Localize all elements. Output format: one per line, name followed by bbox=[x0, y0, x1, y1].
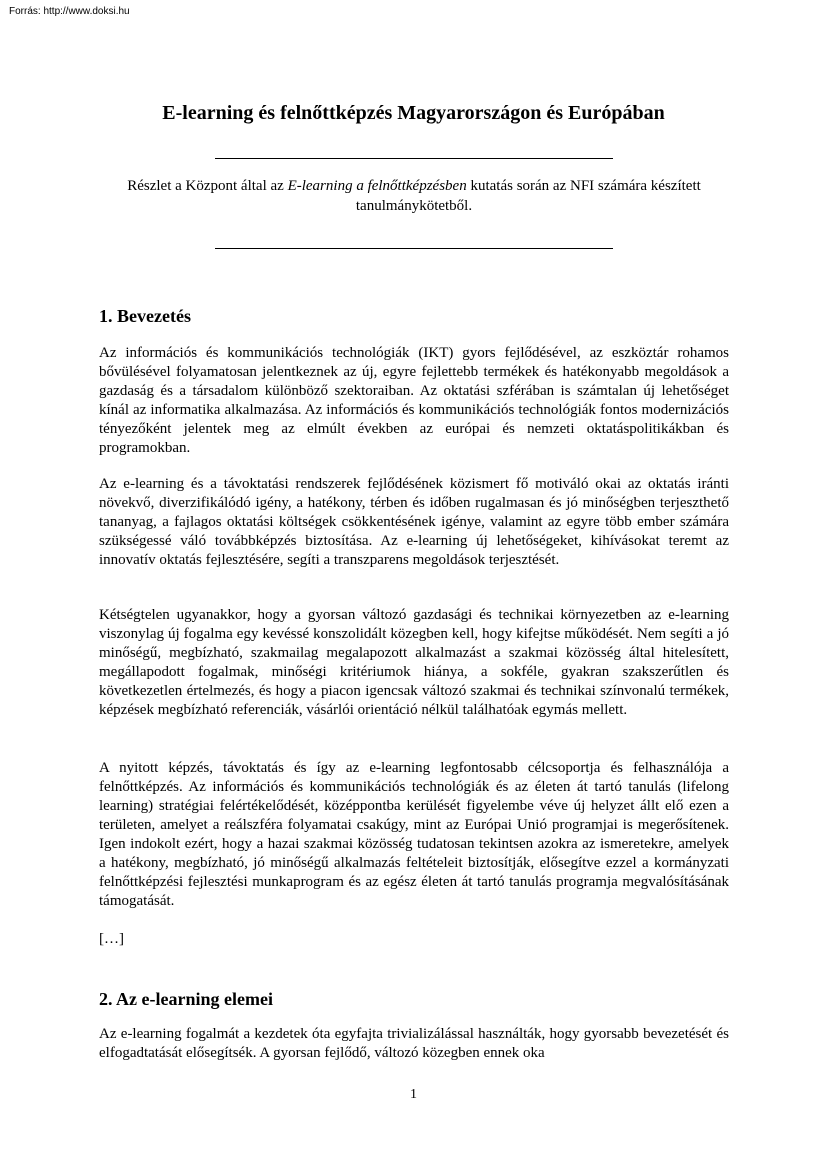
document-title: E-learning és felnőttképzés Magyarországon és Európában bbox=[162, 102, 665, 124]
section-1-ellipsis: […] bbox=[99, 931, 124, 947]
section-2-paragraph-1: Az e-learning fogalmát a kezdetek óta egyfajta trivializálással használták, hogy gyorsabb bevezetését és elfogadtatását elősegítsék. A gyorsan fejlődő, változó közegben ennek oka bbox=[99, 1026, 729, 1061]
subtitle-prefix: Részlet a Központ által az bbox=[127, 178, 288, 194]
section-1-paragraph-4: A nyitott képzés, távoktatás és így az e-learning legfontosabb célcsoportja és felhasználója a felnőttképzés. Az információs és kommunikációs technológiák és az életen át tartó tanulás (lifelong learning) stratégiai felértékelődését, középpontba kerülését figyelembe véve új helyzet állt elő ezen a területen, amelyet a reálszféra folyamatai csakúgy, mint az Európai Unió programjai is megerősítenek. Igen indokolt ezért, hogy a hazai szakmai közösség tudatosan tekintsen azokra az ismeretekre, amelyek a hatékony, megbízható, jó minőségű alkalmazás feltételeit biztosítják, elősegítve ezzel a kormányzati felnőttképzési fejlesztési munkaprogram és az egész életen át tartó tanulás programja megvalósításának támogatását. bbox=[99, 760, 729, 909]
title-divider-bottom bbox=[215, 248, 613, 249]
source-label: Forrás: http://www.doksi.hu bbox=[9, 6, 130, 17]
section-1-paragraph-2: Az e-learning és a távoktatási rendszerek fejlődésének közismert fő motiváló okai az oktatás iránti növekvő, diverzifikálódó igény, a hatékony, térben és időben rugalmasan és jó minőségben terjeszthető tananyag, a fajlagos oktatási költségek csökkentésének igénye, valamint az egyre több ember számára szükségessé váló továbbképzés biztosítása. Az e-learning új lehetőségeket, kihívásokat teremt az innovatív oktatás fejlesztésére, segíti a transzparens megoldások terjesztését. bbox=[99, 476, 729, 568]
section-heading-1: 1. Bevezetés bbox=[99, 306, 191, 326]
section-1-paragraph-1: Az információs és kommunikációs technológiák (IKT) gyors fejlődésével, az eszköztár rohamos bővülésével folyamatosan jelentkeznek az új, egyre fejlettebb termékek és hatékonyabb megoldások a gazdaság és a társadalom különböző szektoraiban. Az oktatási szférában is számtalan új lehetőséget kínál az informatika alkalmazása. Az információs és kommunikációs technológiák fontos modernizációs tényezőként jelentek meg az elmúlt években az európai és nemzeti oktatáspolitikákban és programokban. bbox=[99, 345, 729, 456]
subtitle bbox=[99, 176, 729, 216]
title-divider-top bbox=[215, 158, 613, 159]
subtitle-suffix: kutatás során az NFI számára készített tanulmánykötetből. bbox=[355, 178, 701, 214]
page-number: 1 bbox=[410, 1087, 417, 1102]
section-heading-2: 2. Az e-learning elemei bbox=[99, 989, 273, 1009]
subtitle-italic-title: E-learning a felnőttképzésben bbox=[287, 178, 467, 194]
section-1-paragraph-3: Kétségtelen ugyanakkor, hogy a gyorsan változó gazdasági és technikai környezetben az e-learning viszonylag új fogalma egy kevéssé konszolidált közegben kell, hogy kifejtse működését. Nem segíti a jó minőségű, megbízható, szakmailag megalapozott alkalmazást a szakmai közösség által hitelesített, megállapodott fogalmak, minőségi kritériumok hiánya, a sokféle, gyakran szakszerűtlen és következetlen értelmezés, és hogy a piacon igencsak változó szakmai és technikai színvonalú termékek, képzések megbízható referenciák, vásárlói orientáció nélkül találhatóak egymás mellett. bbox=[99, 607, 729, 718]
